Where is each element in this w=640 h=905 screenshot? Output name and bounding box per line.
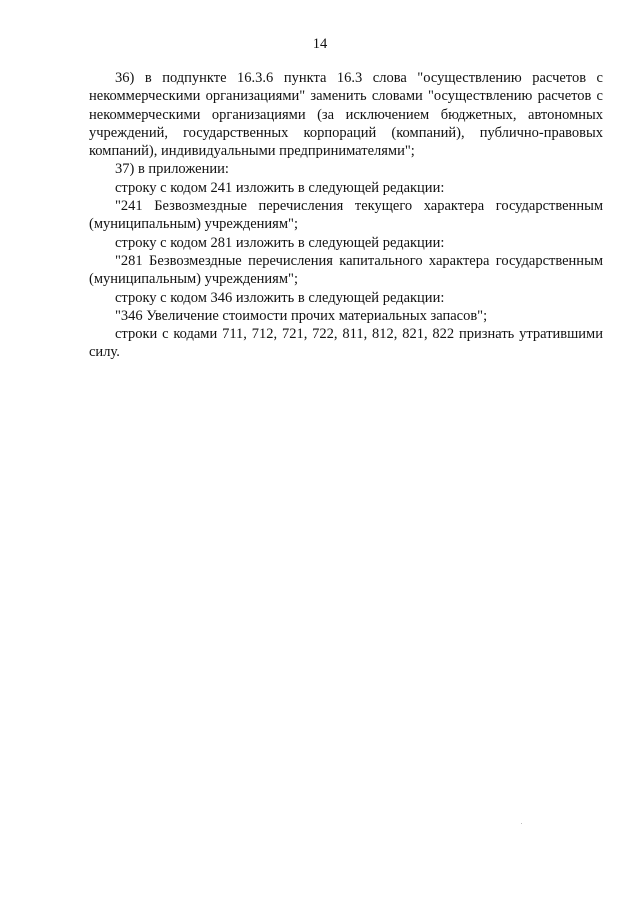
- paragraph-code-241-intro: строку с кодом 241 изложить в следующей редакции:: [115, 179, 445, 196]
- paragraph-codes-void: строки с кодами 711, 712, 721, 722, 811, 812, 821, 822 признать утратившими силу.: [89, 326, 603, 361]
- paragraph-item-37: 37) в приложении:: [115, 161, 229, 178]
- paragraph-item-36: 36) в подпункте 16.3.6 пункта 16.3 слова "осуществлению расчетов с некоммерческими организациями" заменить словами "осуществлению расчетов с некоммерческими организациями (за исключением бюджетных, автономных учреждений, государственных корпораций (компаний), публично-правовых компаний), индивидуальными предпринимателями";: [89, 70, 603, 160]
- scan-dot: [521, 823, 522, 824]
- paragraph-code-346-text: "346 Увеличение стоимости прочих материальных запасов";: [115, 307, 488, 324]
- paragraph-code-346-intro: строку с кодом 346 изложить в следующей редакции:: [115, 289, 445, 306]
- page-number: 14: [312, 36, 328, 52]
- paragraph-code-241-text: "241 Безвозмездные перечисления текущего характера государственным (муниципальным) учреждениям";: [89, 198, 603, 233]
- paragraph-code-281-intro: строку с кодом 281 изложить в следующей редакции:: [115, 234, 445, 251]
- paragraph-code-281-text: "281 Безвозмездные перечисления капитального характера государственным (муниципальным) учреждениям";: [89, 252, 603, 288]
- document-body: [89, 69, 603, 362]
